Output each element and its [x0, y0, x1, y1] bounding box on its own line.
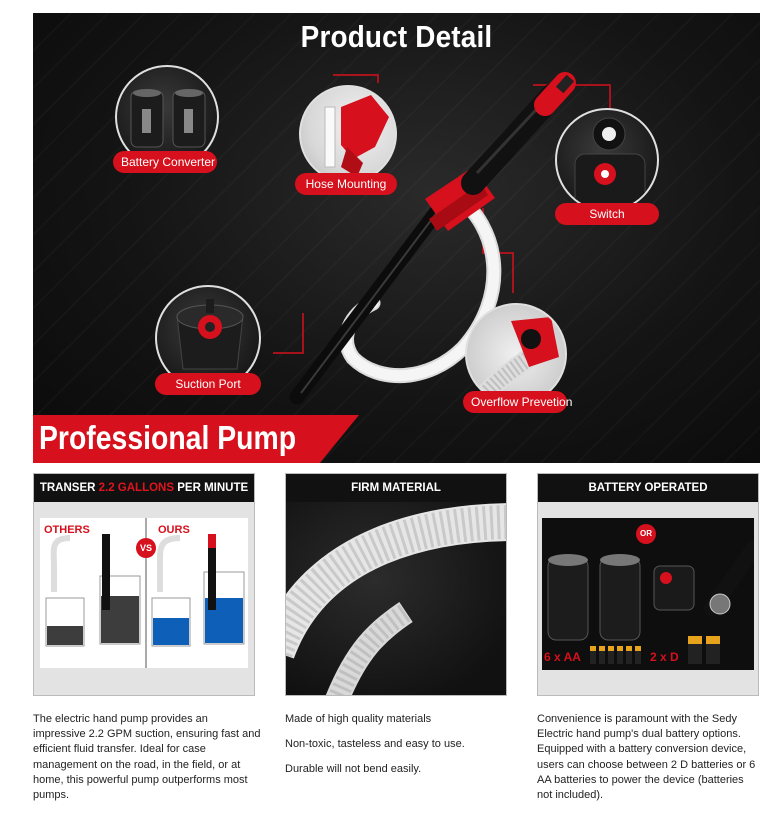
hero-title: Product Detail — [300, 19, 493, 54]
material-line-nontoxic: Non-toxic, tasteless and easy to use. — [285, 738, 465, 751]
flow-rate-description-text: The electric hand pump provides an impressive 2.2 GPM suction, ensuring fast and efficient fluid transfer. Ideal for case management on the road, in the field, or at home, this powerful pump outperforms most pumps. — [33, 713, 261, 802]
overflow-prevention-callout — [465, 303, 567, 405]
hose-mounting-callout — [299, 85, 397, 183]
vs-badge: VS — [136, 538, 156, 558]
professional-pump-title: Professional Pump — [39, 419, 297, 456]
battery-operated-card — [537, 473, 759, 696]
battery-operated-card-header: BATTERY OPERATED — [538, 474, 758, 502]
firm-material-description — [285, 712, 510, 788]
or-badge: OR — [636, 524, 656, 544]
battery-description-text: Convenience is paramount with the Sedy Electric hand pump's dual battery options. Equipped with a battery conversion device, users can choose between 2 D batteries or 6 AA batteries to power the device (batteries not included). — [537, 713, 756, 802]
ours-label: OURS — [158, 524, 190, 536]
flow-rate-header-accent: 2.2 GALLONS — [98, 482, 175, 494]
firm-material-card-header: FIRM MATERIAL — [286, 474, 506, 502]
switch-callout — [555, 108, 659, 212]
d-battery-label: 2 x D — [650, 650, 679, 664]
battery-description — [537, 712, 762, 813]
hose-mounting-label: Hose Mounting — [295, 173, 397, 195]
flow-rate-description — [33, 712, 263, 813]
suction-port-label: Suction Port — [155, 373, 261, 395]
hose-closeup-image — [286, 502, 506, 695]
others-label: OTHERS — [44, 524, 90, 536]
flow-rate-illustration — [40, 518, 248, 668]
flow-rate-card — [33, 473, 255, 696]
aa-battery-label: 6 x AA — [544, 650, 581, 664]
switch-label: Switch — [555, 203, 659, 225]
battery-options-illustration — [542, 518, 754, 670]
flow-rate-header-suffix: PER MINUTE — [174, 482, 249, 494]
flow-rate-header-prefix: TRANSER — [39, 482, 99, 494]
overflow-prevention-label: Overflow Prevetion — [463, 391, 567, 413]
firm-material-card — [285, 473, 507, 696]
battery-converter-label: Battery Converter — [113, 151, 217, 173]
material-line-durable: Durable will not bend easily. — [285, 763, 422, 776]
product-detail-hero — [33, 13, 760, 463]
flow-rate-card-header — [34, 474, 254, 502]
material-line-quality: Made of high quality materials — [285, 713, 432, 725]
